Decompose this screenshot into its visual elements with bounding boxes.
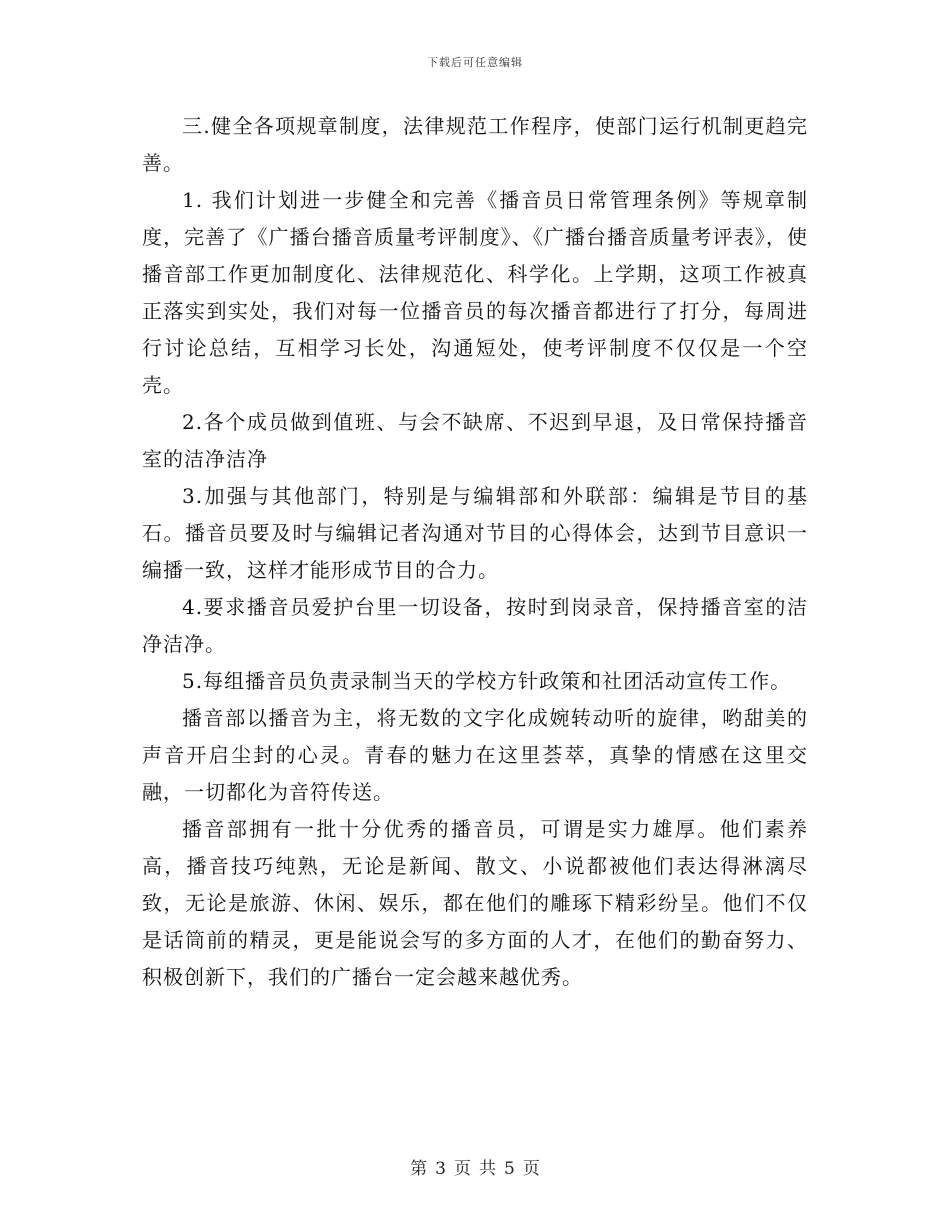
paragraph-item-4: 4.要求播音员爱护台里一切设备，按时到岗录音，保持播音室的洁净洁净。 [142,595,808,656]
paragraph-item-1: 1. 我们计划进一步健全和完善《播音员日常管理条例》等规章制度，完善了《广播台播音质量考评制度》、《广播台播音质量考评表》，使播音部工作更加制度化、法律规范化、科学化。上学期，这项工作被真正落实到实处，我们对每一位播音员的每次播音都进行了打分，每周进行讨论总结，互相学习长处，沟通短处，使考评制度不仅仅是一个空壳。 [142,188,808,397]
footer-prefix: 第 [410,1159,428,1179]
footer-page-word: 页 [454,1159,471,1179]
footer-current-page: 3 [435,1159,446,1179]
page-header: 下载后可任意编辑 [427,56,523,69]
footer-suffix: 页 [522,1159,540,1179]
footer-total-pages: 5 [504,1159,515,1179]
footer-total-word: 共 [479,1159,496,1179]
paragraph-item-3: 3.加强与其他部门，特别是与编辑部和外联部：编辑是节目的基石。播音员要及时与编辑记者沟通对节目的心得体会，达到节目意识一编播一致，这样才能形成节目的合力。 [142,484,808,582]
paragraph-broadcasters: 播音部拥有一批十分优秀的播音员，可谓是实力雄厚。他们素养高，播音技巧纯熟，无论是新闻、散文、小说都被他们表达得淋漓尽致，无论是旅游、休闲、娱乐，都在他们的雕琢下精彩纷呈。他们不仅是话筒前的精灵，更是能说会写的多方面的人才，在他们的勤奋努力、积极创新下，我们的广播台一定会越来越优秀。 [142,817,808,989]
page-footer [0,1154,950,1179]
paragraph-item-2: 2.各个成员做到值班、与会不缺席、不迟到早退，及日常保持播音室的洁净洁净 [142,410,808,471]
paragraph-broadcast-intro: 播音部以播音为主，将无数的文字化成婉转动听的旋律，哟甜美的声音开启尘封的心灵。青春的魅力在这里荟萃，真挚的情感在这里交融，一切都化为音符传送。 [142,706,808,804]
paragraph-item-5: 5.每组播音员负责录制当天的学校方针政策和社团活动宣传工作。 [182,669,792,693]
document-body [142,108,808,996]
paragraph-section-three: 三.健全各项规章制度，法律规范工作程序，使部门运行机制更趋完善。 [142,114,808,175]
